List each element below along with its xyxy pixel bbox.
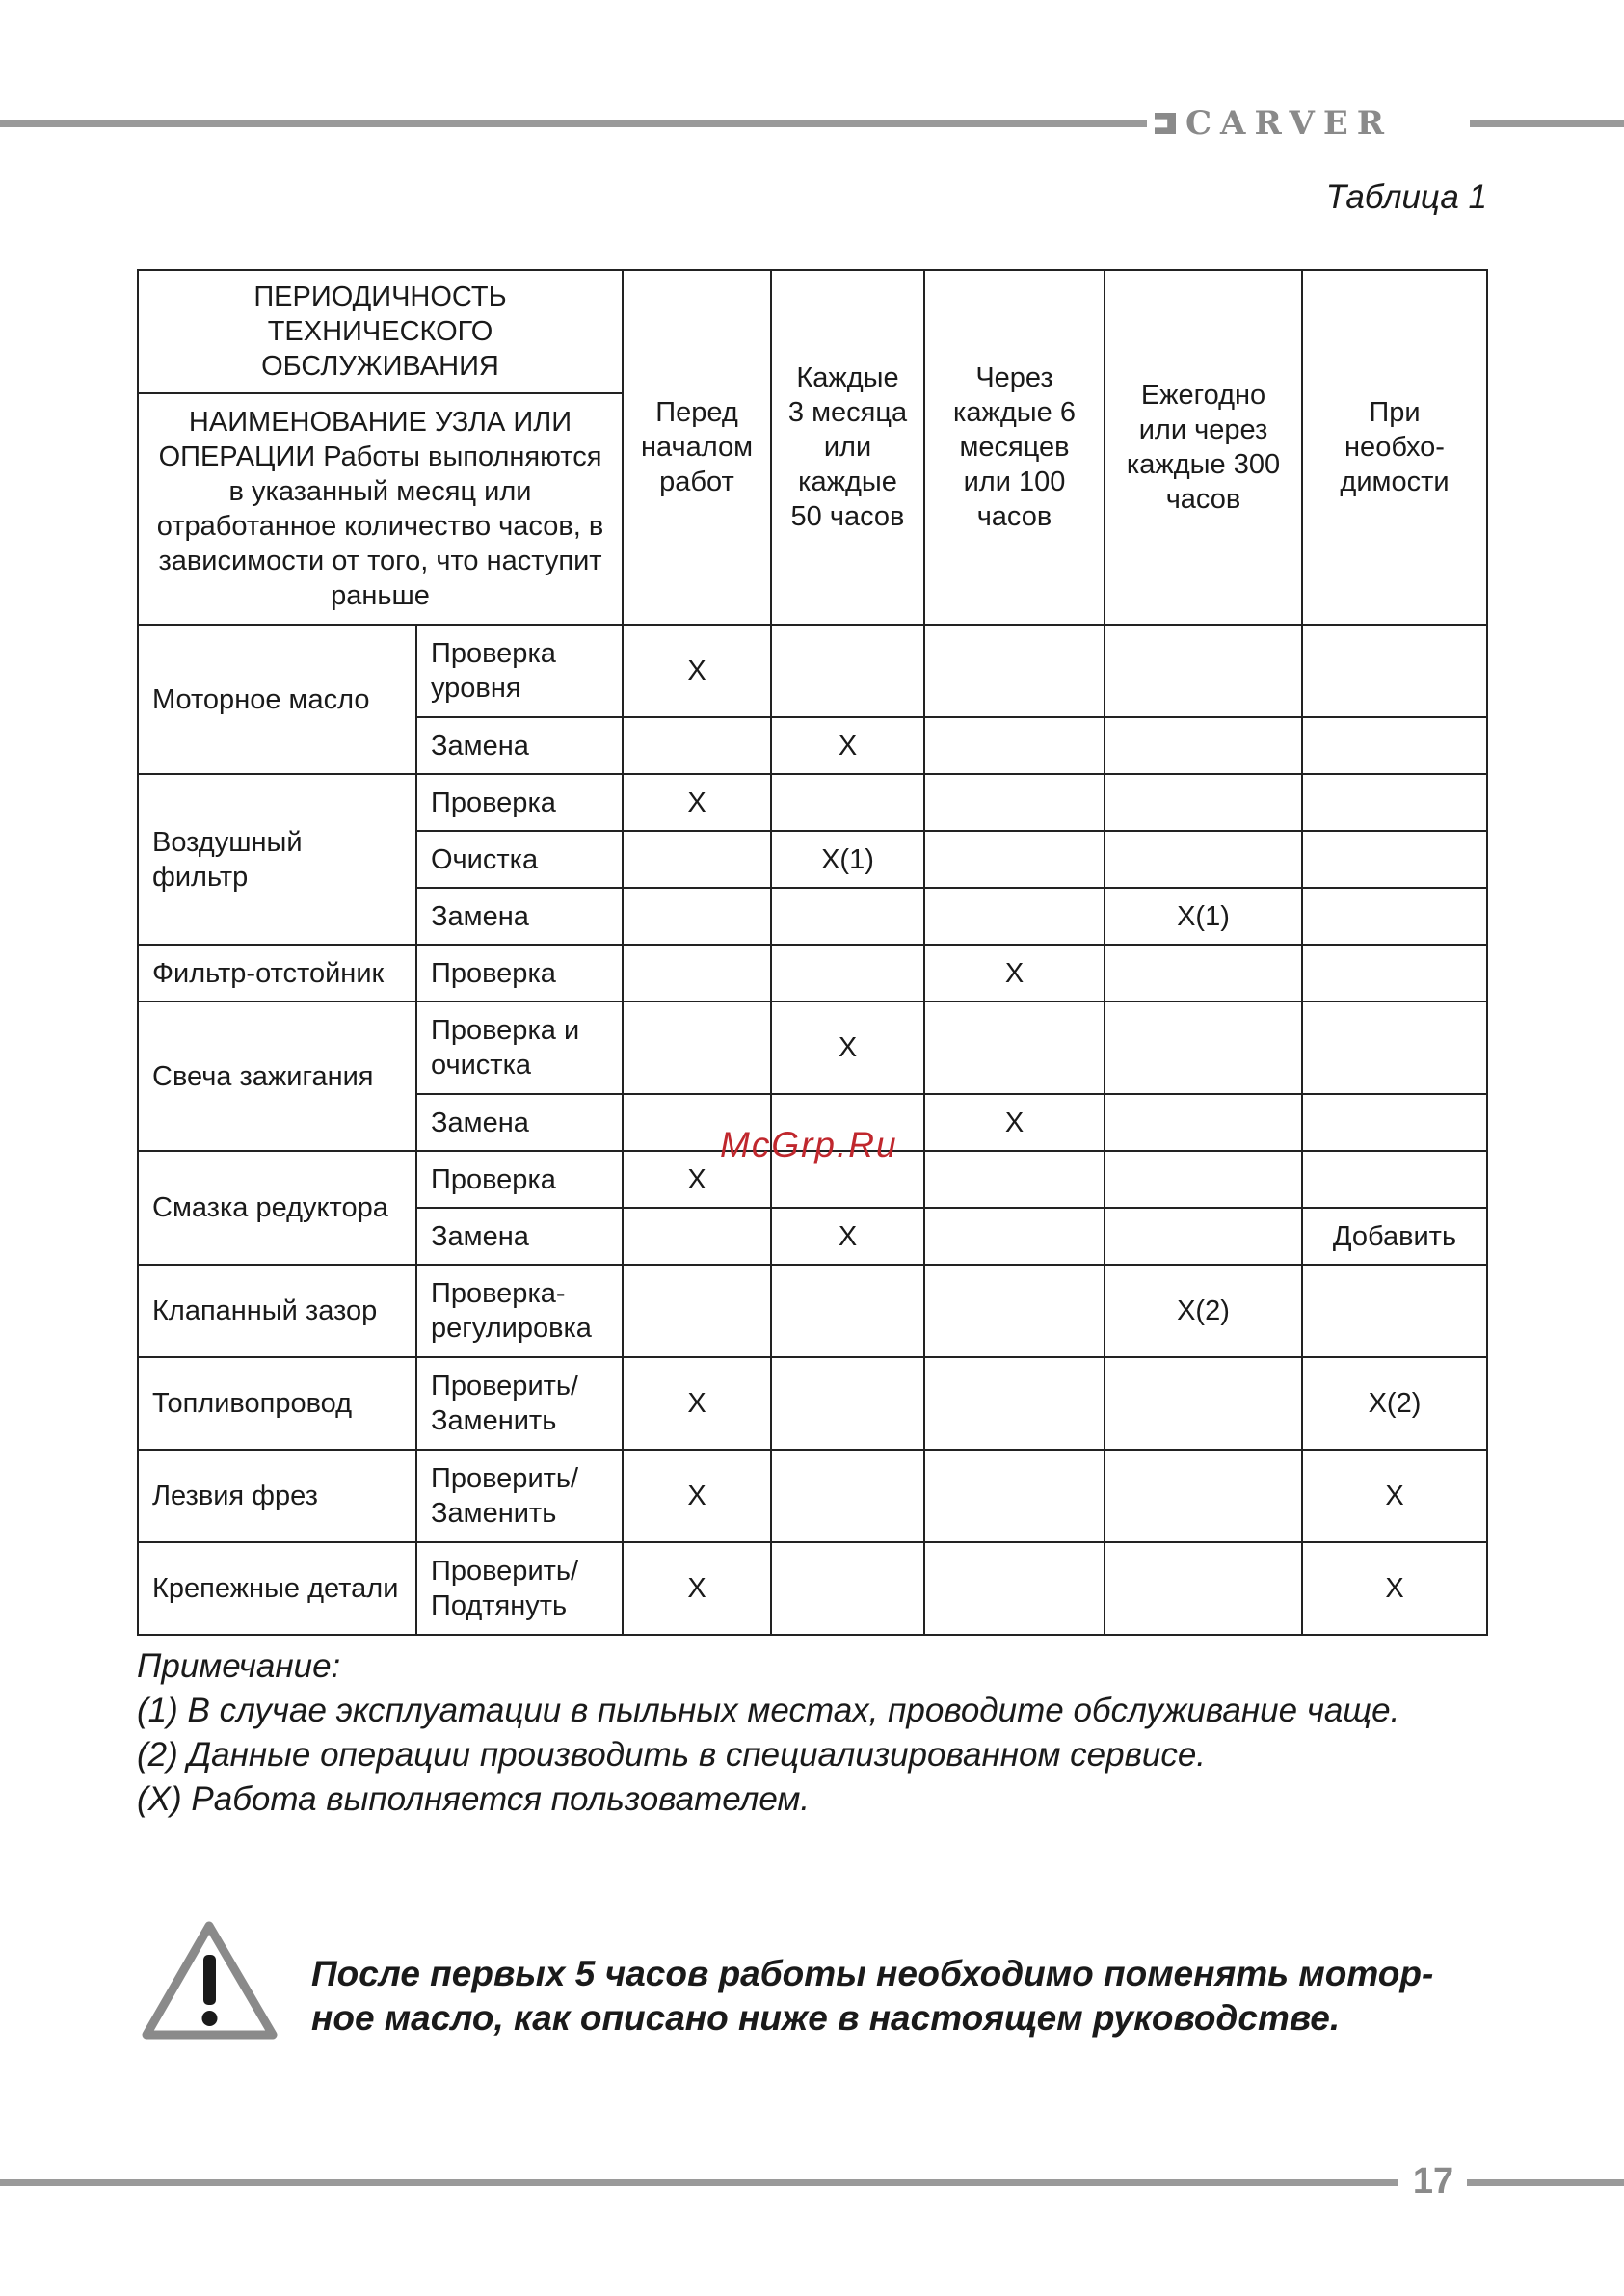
interval-cell [1105, 945, 1302, 1001]
interval-cell [1302, 1151, 1487, 1208]
interval-cell [623, 717, 771, 774]
interval-cell [924, 717, 1105, 774]
interval-cell: X [623, 1450, 771, 1542]
interval-cell [1105, 1001, 1302, 1094]
interval-cell [1302, 888, 1487, 945]
interval-cell: X [924, 1094, 1105, 1151]
operation-cell: Проверка [416, 945, 623, 1001]
operation-cell: Замена [416, 1208, 623, 1265]
brand-logo [1155, 104, 1394, 143]
unit-cell: Клапанный зазор [138, 1265, 416, 1357]
footer-rule-right [1467, 2179, 1624, 2186]
table-row [138, 1542, 1487, 1635]
interval-cell [924, 888, 1105, 945]
column-header: Каждые 3 месяца или каждые 50 часов [771, 270, 924, 625]
header-rule-left [0, 120, 1147, 127]
header-periodicity: ПЕРИОДИЧНОСТЬ ТЕХНИЧЕСКОГО ОБСЛУЖИВАНИЯ [138, 270, 623, 393]
interval-cell [623, 1208, 771, 1265]
interval-cell [1302, 945, 1487, 1001]
interval-cell [924, 1001, 1105, 1094]
interval-cell: X(2) [1302, 1357, 1487, 1450]
interval-cell [924, 1265, 1105, 1357]
interval-cell [1302, 1094, 1487, 1151]
table-row [138, 774, 1487, 831]
interval-cell [771, 1265, 924, 1357]
column-header: При необхо-димости [1302, 270, 1487, 625]
interval-cell [1302, 1001, 1487, 1094]
unit-cell: Топливопровод [138, 1357, 416, 1450]
interval-cell [1105, 1542, 1302, 1635]
table-caption: Таблица 1 [1325, 178, 1487, 216]
table-row [138, 945, 1487, 1001]
interval-cell [623, 1001, 771, 1094]
interval-cell [623, 1265, 771, 1357]
interval-cell [771, 1450, 924, 1542]
interval-cell [623, 945, 771, 1001]
interval-cell [1302, 625, 1487, 717]
interval-cell [1105, 1151, 1302, 1208]
unit-cell: Смазка редуктора [138, 1151, 416, 1265]
interval-cell [924, 1151, 1105, 1208]
interval-cell [771, 888, 924, 945]
unit-cell: Моторное масло [138, 625, 416, 774]
interval-cell [623, 831, 771, 888]
interval-cell: X [771, 1208, 924, 1265]
header-unit-operation-note: Работы выполняются в указанный месяц или отработанное количество часов, в зависимости от того, что наступит раньше [156, 441, 604, 611]
brand-mark-icon [1155, 113, 1176, 134]
operation-cell: Проверка [416, 774, 623, 831]
interval-cell [1105, 1094, 1302, 1151]
note-1: (1) В случае эксплуатации в пыльных местах, проводите обслуживание чаще. [137, 1692, 1400, 1729]
operation-cell: Замена [416, 717, 623, 774]
interval-cell: X [623, 1151, 771, 1208]
interval-cell [1105, 625, 1302, 717]
interval-cell: X(1) [1105, 888, 1302, 945]
interval-cell [924, 1542, 1105, 1635]
interval-cell [1105, 1450, 1302, 1542]
watermark: McGrp.Ru [720, 1125, 898, 1164]
interval-cell [1302, 1265, 1487, 1357]
interval-cell [623, 888, 771, 945]
interval-cell [771, 1542, 924, 1635]
interval-cell: X [1302, 1542, 1487, 1635]
interval-cell: X [924, 945, 1105, 1001]
interval-cell [924, 831, 1105, 888]
warning-icon [140, 1918, 280, 2043]
warning-text: После первых 5 часов работы необходимо поменять мотор-ное масло, как описано ниже в настоящем руководстве. [311, 1954, 1434, 2038]
unit-cell: Свеча зажигания [138, 1001, 416, 1151]
unit-cell: Фильтр-отстойник [138, 945, 416, 1001]
table-row [138, 1357, 1487, 1450]
interval-cell: Добавить [1302, 1208, 1487, 1265]
interval-cell [924, 1208, 1105, 1265]
operation-cell: Проверка и очистка [416, 1001, 623, 1094]
page-number: 17 [1412, 2161, 1454, 2202]
operation-cell: Очистка [416, 831, 623, 888]
column-header: Перед началом работ [623, 270, 771, 625]
operation-cell: Проверить/ Подтянуть [416, 1542, 623, 1635]
brand-name: CARVER [1185, 104, 1394, 143]
operation-cell: Замена [416, 888, 623, 945]
header-unit-operation-caps: НАИМЕНОВАНИЕ УЗЛА ИЛИ ОПЕРАЦИИ [158, 407, 572, 472]
interval-cell: X [623, 1357, 771, 1450]
interval-cell [771, 1357, 924, 1450]
interval-cell: X [623, 774, 771, 831]
footer-rule-left [0, 2179, 1398, 2186]
maintenance-table [137, 269, 1488, 1636]
interval-cell: X [771, 1001, 924, 1094]
interval-cell [924, 774, 1105, 831]
operation-cell: Проверить/ Заменить [416, 1357, 623, 1450]
interval-cell [1302, 774, 1487, 831]
interval-cell [1105, 717, 1302, 774]
interval-cell: X(2) [1105, 1265, 1302, 1357]
operation-cell: Проверка [416, 1151, 623, 1208]
unit-cell: Крепежные детали [138, 1542, 416, 1635]
unit-cell: Лезвия фрез [138, 1450, 416, 1542]
unit-cell: Воздушный фильтр [138, 774, 416, 945]
table-row [138, 1265, 1487, 1357]
interval-cell [1105, 1208, 1302, 1265]
notes-block [137, 1644, 1486, 1822]
interval-cell: X [1302, 1450, 1487, 1542]
interval-cell [1105, 831, 1302, 888]
interval-cell [924, 1450, 1105, 1542]
interval-cell [1105, 1357, 1302, 1450]
interval-cell [1302, 717, 1487, 774]
interval-cell: X [771, 717, 924, 774]
interval-cell [924, 1357, 1105, 1450]
column-header: Ежегодно или через каждые 300 часов [1105, 270, 1302, 625]
interval-cell: X(1) [771, 831, 924, 888]
interval-cell: X [623, 1542, 771, 1635]
table-row [138, 1450, 1487, 1542]
interval-cell [771, 945, 924, 1001]
table-row [138, 1001, 1487, 1094]
column-header: Через каждые 6 месяцев или 100 часов [924, 270, 1105, 625]
operation-cell: Замена [416, 1094, 623, 1151]
notes-title: Примечание: [137, 1647, 341, 1685]
interval-cell [771, 625, 924, 717]
note-3: (X) Работа выполняется пользователем. [137, 1780, 811, 1818]
header-rule-right [1470, 120, 1624, 127]
interval-cell [1302, 831, 1487, 888]
header-unit-operation [138, 393, 623, 625]
operation-cell: Проверка уровня [416, 625, 623, 717]
operation-cell: Проверить/ Заменить [416, 1450, 623, 1542]
interval-cell [1105, 774, 1302, 831]
note-2: (2) Данные операции производить в специализированном сервисе. [137, 1736, 1207, 1774]
table-row [138, 625, 1487, 717]
interval-cell: X [623, 625, 771, 717]
interval-cell [771, 774, 924, 831]
interval-cell [924, 625, 1105, 717]
operation-cell: Проверка-регулировка [416, 1265, 623, 1357]
